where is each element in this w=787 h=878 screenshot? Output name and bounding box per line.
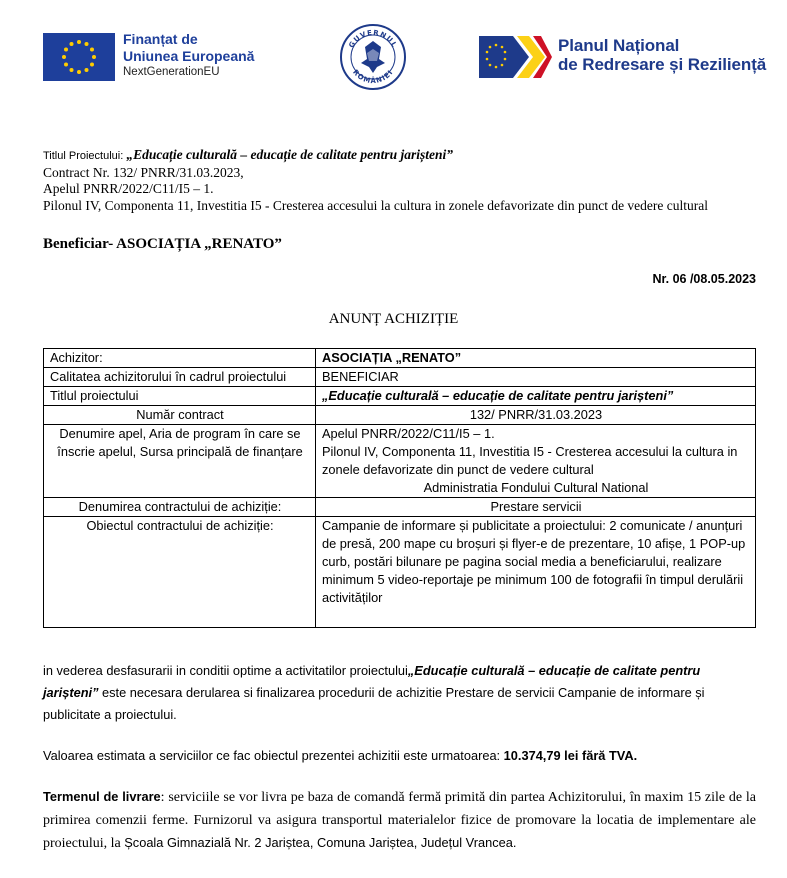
project-info	[43, 147, 763, 214]
table-label: Denumire apel, Aria de program în care se înscrie apelul, Sursa principală de finanțare	[44, 425, 316, 498]
table-value: ASOCIAȚIA „RENATO”	[316, 349, 756, 368]
paragraph-intro	[43, 660, 756, 726]
project-title-label: Titlul Proiectului:	[43, 150, 127, 162]
apel-line-1: Apelul PNRR/2022/C11/I5 – 1.	[322, 426, 495, 441]
table-label: Număr contract	[44, 406, 316, 425]
table-value: Prestare servicii	[316, 498, 756, 517]
eu-star-icon	[90, 48, 94, 52]
apel-line-2: Pilonul IV, Componenta 11, Investitia I5 - Cresterea accesului la cultura in zonele defavorizate din punct de vedere cultural	[322, 444, 738, 477]
project-pillar: Pilonul IV, Componenta 11, Investitia I5 - Cresterea accesului la cultura in zonele defavorizate din punct de vedere cultural	[43, 197, 709, 213]
eu-star-icon	[85, 68, 89, 72]
acquisition-table	[43, 348, 756, 628]
pnrr-title	[558, 36, 766, 74]
table-value: Campanie de informare și publicitate a proiectului: 2 comunicate / anunțuri de presă, 200 mape cu broșuri și flyer-e de prezentare, 10 afișe, 1 POP-up curb, postări bilunare pe pagina social media a beneficiarului, realizare minimum 5 video-reportaje pe minimum 100 de fotografii în timpul derulării activităților	[316, 517, 756, 628]
beneficiary: Beneficiar- ASOCIAȚIA „RENATO”	[43, 236, 282, 252]
seal-top-text: GUVERNUL	[347, 28, 399, 50]
eu-star-icon	[70, 68, 74, 72]
table-label: Achizitor:	[44, 349, 316, 368]
project-call: Apelul PNRR/2022/C11/I5 – 1.	[43, 181, 214, 196]
paragraph-delivery	[43, 786, 756, 855]
pnrr-line-1: Planul Național	[558, 36, 680, 55]
table-label: Obiectul contractului de achiziție:	[44, 517, 316, 628]
table-row	[44, 517, 756, 628]
table-row	[44, 498, 756, 517]
eu-star-icon	[62, 55, 66, 59]
table-value: „Educație culturală – educație de calitate pentru jarișteni”	[316, 387, 756, 406]
government-seal-icon	[339, 23, 407, 91]
delivery-location: Școala Gimnazială Nr. 2 Jariștea, Comuna Jariștea, Județul Vrancea.	[124, 835, 517, 850]
eu-star-icon	[77, 70, 81, 74]
pnrr-logo-icon	[479, 36, 552, 78]
delivery-term-label: Termenul de livrare	[43, 789, 161, 804]
seal-bottom-text: ROMÂNIEI	[351, 68, 395, 86]
eu-star-icon	[85, 42, 89, 46]
pnrr-line-2: de Redresare și Reziliență	[558, 55, 767, 74]
table-value: BENEFICIAR	[316, 368, 756, 387]
table-row	[44, 387, 756, 406]
table-label: Denumirea contractului de achiziție:	[44, 498, 316, 517]
paragraph-value-text: Valoarea estimata a serviciilor ce fac obiectul prezentei achizitii este urmatoarea:	[43, 748, 504, 763]
table-row	[44, 406, 756, 425]
table-label: Calitatea achizitorului în cadrul proiectului	[44, 368, 316, 387]
eu-flag-icon	[43, 33, 115, 81]
estimated-value: 10.374,79 lei fără TVA.	[503, 748, 638, 763]
table-row	[44, 425, 756, 498]
eu-star-icon	[77, 40, 81, 44]
eu-star-icon	[90, 63, 94, 67]
table-value: 132/ PNRR/31.03.2023	[316, 406, 756, 425]
document-number: Nr. 06 /08.05.2023	[652, 272, 756, 286]
eu-star-icon	[92, 55, 96, 59]
table-label: Titlul proiectului	[44, 387, 316, 406]
eu-star-icon	[70, 42, 74, 46]
project-contract: Contract Nr. 132/ PNRR/31.03.2023,	[43, 164, 244, 180]
paragraph-intro-title: „Educație culturală – educație de calitate pentru jarișteni”	[43, 663, 701, 700]
apel-line-3: Administratia Fondului Cultural National	[423, 480, 649, 495]
paragraph-value	[43, 745, 756, 767]
header-logos	[0, 0, 787, 110]
table-row	[44, 349, 756, 368]
eu-funding-text	[123, 31, 254, 80]
eu-star-icon	[64, 63, 68, 67]
table-value	[316, 425, 756, 498]
eu-line-1: Finanțat de	[123, 31, 198, 47]
eu-line-3: NextGenerationEU	[123, 66, 220, 78]
document-heading: ANUNȚ ACHIZIȚIE	[328, 311, 459, 327]
paragraph-intro-before: in vederea desfasurarii in conditii optime a activitatilor proiectului	[43, 663, 408, 678]
delivery-term-text: : serviciile se vor livra pe baza de comandă fermă primită din partea Achizitorului, în maxim 15 zile de la primirea comenzii ferme. Furnizorul va asigura transportul materialelor fizice de promovare la locatia de implementare ale proiectului, la	[43, 790, 756, 851]
eu-star-icon	[64, 48, 68, 52]
project-title: „Educație culturală – educație de calitate pentru jarișteni”	[126, 147, 453, 162]
eu-line-2: Uniunea Europeană	[123, 48, 255, 64]
paragraph-intro-after: este necesara derularea si finalizarea procedurii de achizitie Prestare de servicii Campanie de informare și publicitate a proiectului.	[43, 685, 705, 722]
table-row	[44, 368, 756, 387]
